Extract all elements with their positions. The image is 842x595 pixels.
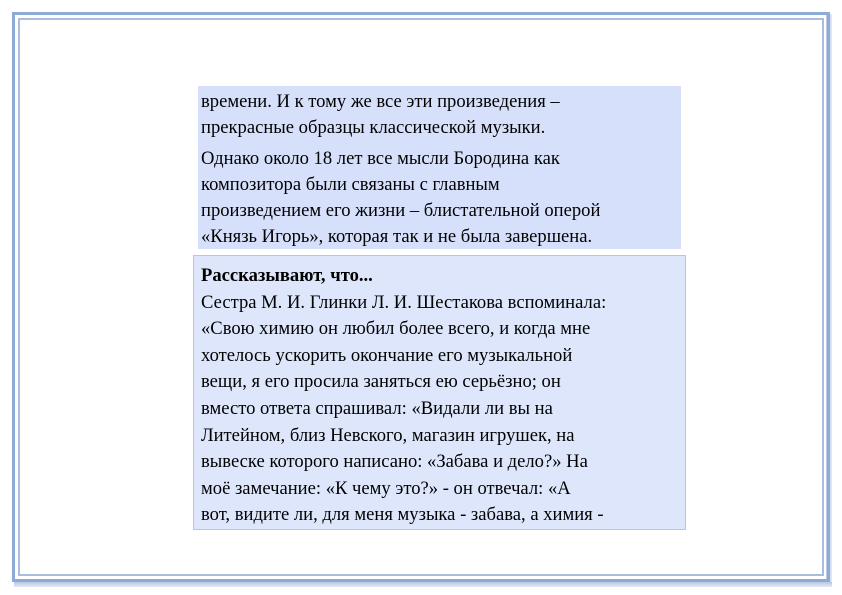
text-line: Однако около 18 лет все мысли Бородина как — [201, 148, 560, 169]
text-line: вывеске которого написано: «Забава и дело?» На — [201, 451, 588, 473]
text-line: «Свою химию он любил более всего, и когда мне — [201, 318, 591, 340]
text-line: Литейном, близ Невского, магазин игрушек, на — [201, 424, 575, 446]
text-line: вместо ответа спрашивал: «Видали ли вы на — [201, 397, 553, 419]
anecdote-heading: Рассказывают, что... — [201, 265, 373, 286]
text-line: композитора были связаны с главным — [201, 174, 500, 195]
text-line: вот, видите ли, для меня музыка - забава, а химия - — [201, 504, 604, 526]
frame-shadow-bottom — [14, 582, 832, 587]
anecdote-box — [193, 255, 686, 530]
text-line: Сестра М. И. Глинки Л. И. Шестакова вспоминала: — [201, 291, 607, 313]
paragraph-2 — [201, 146, 681, 250]
text-line: хотелось ускорить окончание его музыкальной — [201, 344, 573, 366]
text-box-top — [198, 86, 681, 249]
text-line: вещи, я его просила заняться ею серьёзно; он — [201, 371, 561, 393]
text-line: времени. И к тому же все эти произведения – — [201, 91, 560, 112]
text-line: произведением его жизни – блистательной оперой — [201, 200, 601, 221]
paragraph-1 — [201, 89, 681, 141]
text-line: прекрасные образцы классической музыки. — [201, 117, 546, 138]
text-line: моё замечание: «К чему это?» - он отвечал: «А — [201, 477, 571, 499]
text-line: «Князь Игорь», которая так и не была завершена. — [201, 226, 593, 247]
